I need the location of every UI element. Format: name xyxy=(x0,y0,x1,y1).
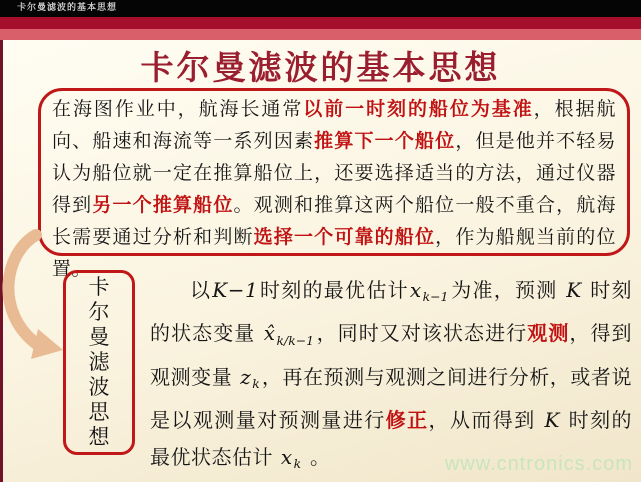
side-label-char: 想 xyxy=(88,425,110,449)
text-segment: ，从而得到 xyxy=(428,407,544,432)
watermark-text: www.cntronics.com xyxy=(444,453,633,475)
text-segment: ，同时又对该状态进行 xyxy=(316,321,528,346)
overview-text-box xyxy=(38,88,630,280)
text-segment: 时刻的最优状态估计 xyxy=(150,407,633,469)
text-segment: 推算下一个船位 xyxy=(314,130,456,152)
text-segment: 修正 xyxy=(385,407,429,432)
text-segment: 观测 xyxy=(527,321,570,346)
text-segment: ，但是他并不轻易认为船位就一定在推算船位上，还要选择适当的方法，通过仪器得到 xyxy=(52,130,616,216)
text-segment: k/k−1 xyxy=(276,332,315,348)
text-segment: 以 xyxy=(190,278,212,302)
side-label-char: 尔 xyxy=(88,300,110,324)
page-title: 卡尔曼滤波的基本思想 xyxy=(140,48,501,87)
text-segment: 时刻的状态变量 xyxy=(150,278,633,346)
side-label-char: 滤 xyxy=(88,350,110,374)
text-segment: k−1 xyxy=(422,289,449,305)
side-label-char: 曼 xyxy=(88,325,110,349)
side-label-char: 思 xyxy=(88,400,110,424)
text-segment: 选择一个可靠的船位 xyxy=(253,226,436,248)
text-segment: K xyxy=(566,278,582,302)
window-title: 卡尔曼滤波的基本思想 xyxy=(17,3,118,13)
header-stripe-rose xyxy=(0,29,641,40)
text-segment: x xyxy=(409,278,422,302)
text-segment: 时刻的最优估计 xyxy=(259,278,409,302)
side-label-char: 卡 xyxy=(88,275,110,299)
text-segment: ，再在预测与观测之间进行分析，或者说是以观测量对预测量进行 xyxy=(150,364,633,432)
text-segment: ，根据航向、船速和海流等一系列因素 xyxy=(52,98,616,152)
text-segment: 以前一时刻的船位为基准 xyxy=(303,98,534,120)
text-segment: K−1 xyxy=(212,278,259,302)
text-segment: ，作为船舰当前的位置。 xyxy=(52,226,616,280)
text-segment: k xyxy=(293,456,302,472)
text-segment: k xyxy=(252,375,260,391)
slide-canvas xyxy=(0,40,641,482)
text-segment: x xyxy=(280,444,293,469)
detail-paragraph xyxy=(150,272,632,482)
text-segment: 另一个推算船位 xyxy=(92,194,234,216)
header-stripe-crimson xyxy=(0,17,641,29)
side-label-box xyxy=(63,270,135,455)
side-label-char: 波 xyxy=(88,375,110,399)
text-segment: 。 xyxy=(303,444,331,469)
text-segment: 为准，预测 xyxy=(450,278,566,302)
text-segment: ，得到观测变量 xyxy=(150,321,633,389)
text-segment: x̂ xyxy=(263,321,276,346)
text-segment: 在海图作业中，航海长通常 xyxy=(52,98,304,120)
text-segment: K xyxy=(544,407,560,432)
window-titlebar xyxy=(0,0,641,17)
text-segment: 。观测和推算这两个船位一般不重合，航海长需要通过分析和判断 xyxy=(52,194,616,248)
text-segment: z xyxy=(240,364,252,389)
